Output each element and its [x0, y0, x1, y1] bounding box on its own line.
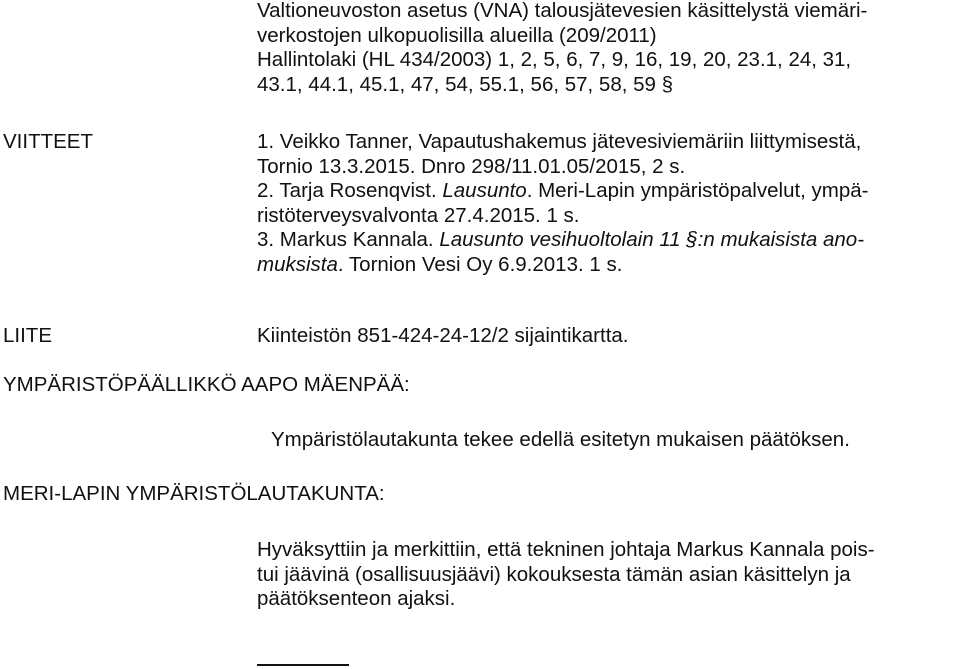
reference-text: [257, 228, 957, 253]
reference-item: [257, 130, 957, 179]
reference-source: . Tornion Vesi Oy 6.9.2013. 1 s.: [337, 252, 623, 276]
legal-basis-line: verkostojen ulkopuolisilla alueilla (209/2011): [257, 23, 657, 47]
legal-basis-block: [257, 0, 957, 97]
legal-basis-line: Hallintolaki (HL 434/2003) 1, 2, 5, 6, 7, 9, 16, 19, 20, 23.1, 24, 31,: [257, 48, 852, 71]
reference-item: [257, 228, 957, 277]
references-list: [257, 130, 957, 277]
reference-text: Tornio 13.3.2015. Dnro 298/11.01.05/2015, 2 s.: [257, 154, 686, 178]
section-divider: [257, 664, 349, 666]
attachment-heading: LIITE: [3, 324, 52, 347]
legal-basis-line: 43.1, 44.1, 45.1, 47, 54, 55.1, 56, 57, 58, 59 §: [257, 72, 674, 96]
reference-source: . Meri-Lapin ympäristöpalvelut, ympä-: [526, 179, 869, 202]
reference-author: 2. Tarja Rosenqvist.: [257, 179, 443, 202]
decision-line: Hyväksyttiin ja merkittiin, että tekninen johtaja Markus Kannala pois-: [257, 538, 875, 561]
decision-line: päätöksenteon ajaksi.: [257, 587, 456, 610]
decision-heading: MERI-LAPIN YMPÄRISTÖLAUTAKUNTA:: [3, 482, 385, 505]
reference-author: 3. Markus Kannala.: [257, 228, 440, 251]
reference-text: ristöterveysvalvonta 27.4.2015. 1 s.: [257, 203, 580, 227]
reference-title: muksista: [257, 252, 338, 276]
attachment-text: Kiinteistön 851-424-24-12/2 sijaintikartta.: [257, 324, 629, 347]
proposal-text: Ympäristölautakunta tekee edellä esitetyn mukaisen päätöksen.: [271, 428, 850, 451]
proposal-heading: YMPÄRISTÖPÄÄLLIKKÖ AAPO MÄENPÄÄ:: [3, 373, 410, 396]
legal-basis-line: Valtioneuvoston asetus (VNA) talousjätevesien käsittelystä viemäri-: [257, 0, 868, 22]
references-heading: VIITTEET: [3, 130, 93, 153]
reference-title: Lausunto vesihuoltolain 11 §:n mukaisista ano-: [439, 228, 865, 251]
reference-item: [257, 179, 957, 228]
decision-line: tui jäävinä (osallisuusjäävi) kokouksesta tämän asian käsittelyn ja: [257, 562, 851, 586]
reference-text: [257, 253, 957, 278]
decision-text: [257, 538, 957, 612]
reference-text: 1. Veikko Tanner, Vapautushakemus jätevesiviemäriin liittymisestä,: [257, 130, 862, 153]
reference-title: Lausunto: [442, 179, 527, 202]
reference-text: [257, 179, 957, 204]
